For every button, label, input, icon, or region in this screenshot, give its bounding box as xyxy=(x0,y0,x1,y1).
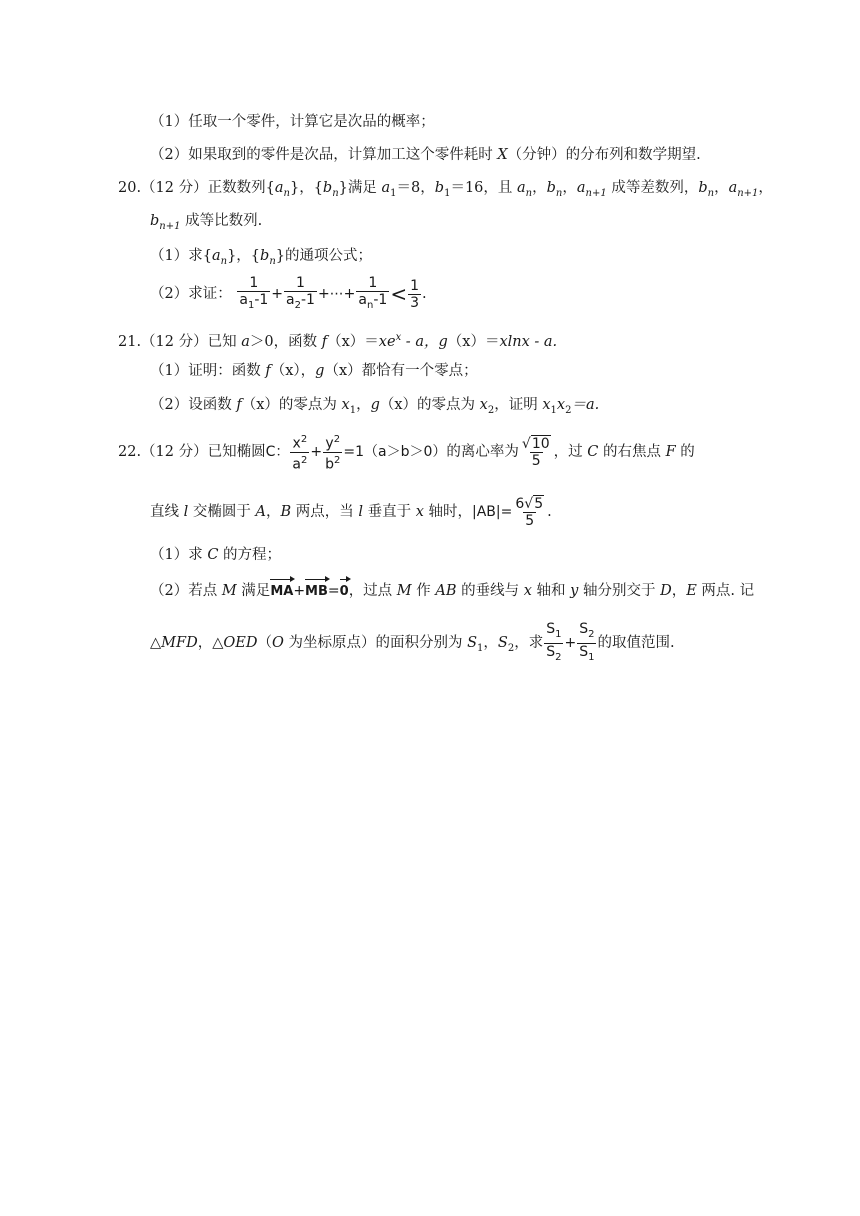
q19-part1: （1）任取一个零件，计算它是次品的概率； xyxy=(150,114,435,130)
fraction-s1-s2: $\frac{S_1}{S_2}$ xyxy=(544,621,563,666)
q21-part2: （2）设函数 f（x）的零点为 $x_1$，g（x）的零点为 $x_2$，证明 $x_1x_2=a$. xyxy=(150,397,600,416)
fraction-ab-length: $\frac{6√5}{5}$ xyxy=(515,495,544,529)
q22-stem-cont: 直线 l 交椭圆于 A，B 两点，当 l 垂直于 x 轴时，|AB|= $\frac{6√5}{5}$ . xyxy=(150,495,552,529)
q20-part1: （1）求$\{a_n\}$，$\{b_n\}$的通项公式； xyxy=(150,248,372,267)
q20-stem: 20.（12 分）正数数列$\{a_n\}$，$\{b_n\}$满足 $a_1=8$，$b_1=16$，且 $a_n$，$b_n$，$a_{n+1}$ 成等差数列，$b_n$，$a_{n+1}$， xyxy=(118,180,773,199)
fraction-eccentricity: $\frac{√10}{5}$ xyxy=(521,435,550,469)
vector-ma: MA xyxy=(270,582,293,602)
q22-part2-cont: △MFD，△OED（O 为坐标原点）的面积分别为 $S_1$，$S_2$，求 $\frac{S_1}{S_2}$ + $\frac{S_2}{S_1}$ 的取值范围. xyxy=(150,618,675,674)
q22-stem: 22.（12 分）已知椭圆C： $\frac{x^2}{a^2}$ + $\frac{y^2}{b^2}$ =1（a＞b＞0）的离心率为 $\frac{√10}{5}$ ，过 C 的右焦点 F 的 xyxy=(118,433,695,473)
q22-part1: （1）求 C 的方程； xyxy=(150,547,282,563)
q21-stem: 21.（12 分）已知 a＞0，函数 $f(x)=xe^x - a$，g（x）＝xlnx - a. xyxy=(118,332,558,350)
q20-stem-cont: $b_{n+1}$ 成等比数列. xyxy=(150,213,263,232)
fraction-term-n: $\frac{1}{a_n-1}$ xyxy=(356,275,389,314)
fraction-y2-b2: $\frac{y^2}{b^2}$ xyxy=(325,433,341,473)
fraction-term-2: $\frac{1}{a_2-1}$ xyxy=(284,275,317,314)
fraction-one-third: $\frac{1}{3}$ xyxy=(410,277,420,311)
q20-part2: （2）求证： $\frac{1}{a_1-1}$ + $\frac{1}{a_2-1}$ +⋯+ $\frac{1}{a_n-1}$ < $\frac{1}{3}$ . xyxy=(150,274,427,314)
fraction-s2-s1: $\frac{S_2}{S_1}$ xyxy=(577,621,596,666)
q21-part1: （1）证明：函数 f（x），g（x）都恰有一个零点； xyxy=(150,363,478,379)
vector-mb: MB xyxy=(305,582,328,602)
vector-zero: 0 xyxy=(340,582,349,602)
fraction-x2-a2: $\frac{x^2}{a^2}$ xyxy=(292,433,308,473)
fraction-term-1: $\frac{1}{a_1-1}$ xyxy=(237,275,270,314)
q19-part2: （2）如果取到的零件是次品，计算加工这个零件耗时 X（分钟）的分布列和数学期望. xyxy=(150,147,701,163)
q22-part2: （2）若点 M 满足MA+MB=0，过点 M 作 AB 的垂线与 x 轴和 y 轴分别交于 D，E 两点. 记 xyxy=(150,581,754,602)
